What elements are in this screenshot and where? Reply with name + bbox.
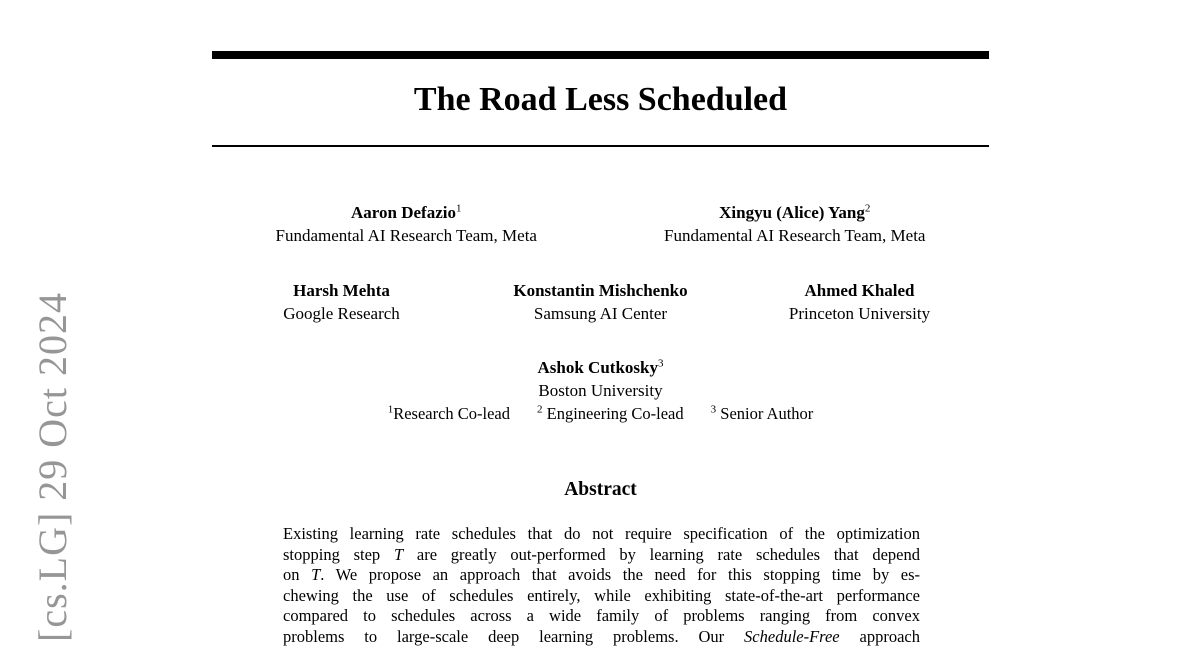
author-name [212,203,601,223]
author-block [601,203,990,246]
author-block [471,281,730,324]
footnote-label: Senior Author [716,404,814,423]
author-affiliation: Princeton University [788,304,931,323]
top-rule [212,51,989,59]
footnote-label: Engineering Co-lead [542,404,684,423]
author-row-3 [212,358,989,424]
footnote-superscript: 2 [537,403,543,416]
author-block [212,281,471,324]
author-affiliation: Fundamental AI Research Team, Meta [664,226,926,245]
paper-title: The Road Less Scheduled [413,81,788,118]
abstract-line: stopping step T are greatly out-performed by learning rate schedules that depend [283,544,920,564]
author-name [538,358,664,378]
author-name [601,203,990,223]
footnote-label: Research Co-lead [393,404,511,423]
abstract-line: problems to large-scale deep learning problems. Our Schedule-Free approach [283,626,920,646]
title-rule [212,145,989,147]
abstract-heading: Abstract [564,479,637,500]
author-footnotes [388,404,814,424]
author-block [212,203,601,246]
author-name-text: Xingyu (Alice) Yang [719,203,865,222]
author-row-1 [212,203,989,246]
author-name-text: Aaron Defazio [351,203,456,222]
author-affiliation: Samsung AI Center [533,304,668,323]
author-affiliation: Google Research [283,304,400,323]
arxiv-watermark: [cs.LG] 29 Oct 2024 [30,291,75,642]
author-name: Konstantin Mishchenko [513,281,688,300]
footnote-superscript: 1 [387,403,394,416]
author-name-text: Ashok Cutkosky [537,358,658,377]
footnote-item [711,404,814,423]
author-superscript: 1 [455,202,462,215]
author-superscript: 2 [864,202,871,215]
footnote-item [388,404,510,423]
abstract-line: compared to schedules across a wide family of problems ranging from convex [283,606,920,625]
author-block [538,358,664,401]
abstract-line: Existing learning rate schedules that do not require specification of the optimization [283,524,920,543]
abstract-line: chewing the use of schedules entirely, while exhibiting state-of-the-art performance [283,585,920,605]
abstract-line: on T. We propose an approach that avoids the need for this stopping time by es- [283,565,921,584]
author-affiliation: Boston University [538,381,663,400]
abstract-body [283,524,920,647]
author-name: Harsh Mehta [293,281,390,300]
footnote-item [537,404,684,423]
author-affiliation: Fundamental AI Research Team, Meta [275,226,537,245]
footnote-superscript: 3 [710,403,717,416]
author-row-2 [212,281,989,324]
author-name: Ahmed Khaled [804,281,915,300]
author-block [730,281,989,324]
author-superscript: 3 [657,357,664,370]
